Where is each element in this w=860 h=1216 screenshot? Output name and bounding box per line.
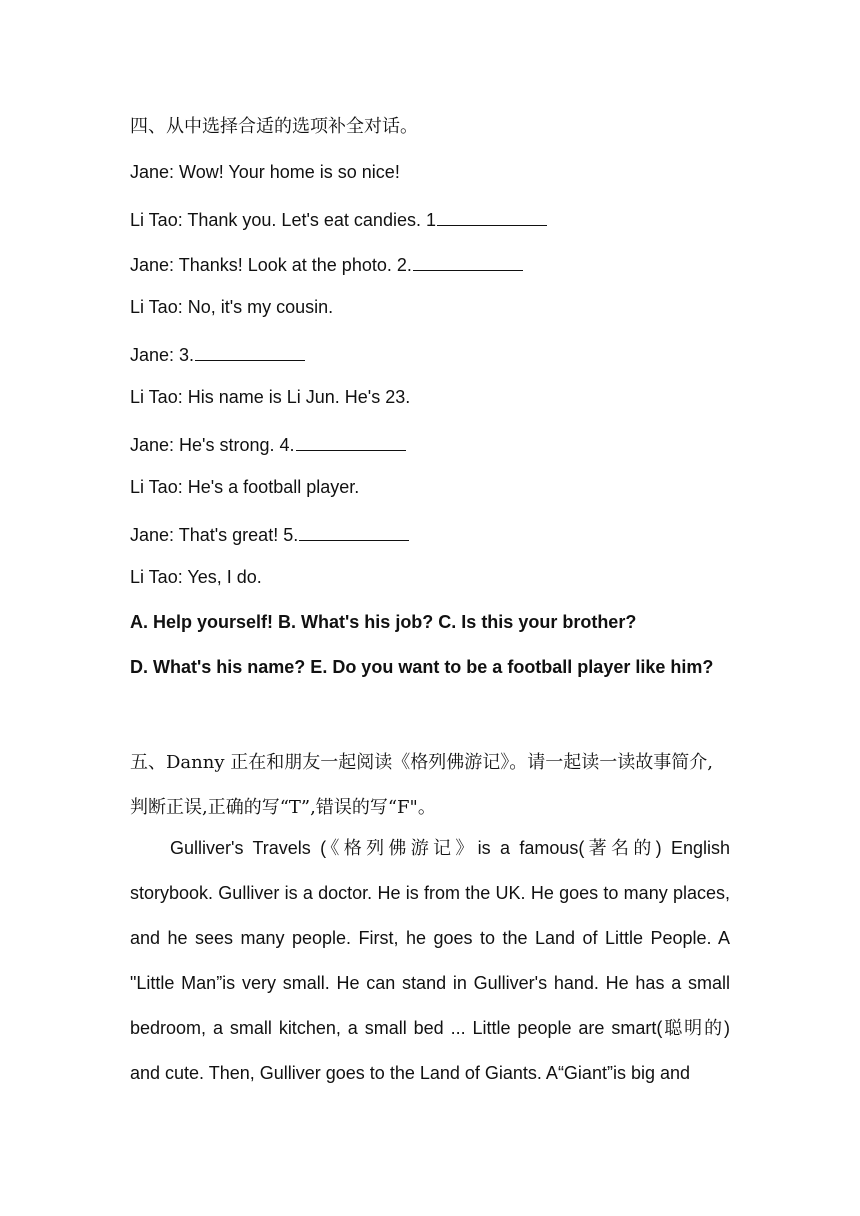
dialogue-text: Li Tao: No, it's my cousin. xyxy=(130,297,334,317)
dialogue-line-4 xyxy=(130,295,740,319)
section-4-title: 四、从中选择合适的选项补全对话。 xyxy=(130,116,418,137)
dialogue-line-3 xyxy=(130,250,740,277)
dialogue-line-8 xyxy=(130,475,740,499)
dialogue-text: Jane: He's strong. 4. xyxy=(130,435,295,455)
dialogue-line-7 xyxy=(130,430,740,457)
dialogue-line-10 xyxy=(130,565,740,589)
answer-blank-1[interactable] xyxy=(437,205,547,226)
dialogue-line-6 xyxy=(130,385,740,409)
options-line-1: A. Help yourself! B. What's his job? C. Is this your brother? xyxy=(130,612,637,632)
answer-blank-5[interactable] xyxy=(299,520,409,541)
section-5-title: 五、Danny 正在和朋友一起阅读《格列佛游记》。请一起读一读故事简介,判断正误,正确的写“T”,错误的写“F"。 xyxy=(130,752,713,818)
dialogue-text: Li Tao: He's a football player. xyxy=(130,477,360,497)
story-passage xyxy=(130,826,730,1096)
dialogue-line-2 xyxy=(130,205,740,232)
dialogue-line-9 xyxy=(130,520,740,547)
dialogue-line-1 xyxy=(130,160,740,184)
dialogue-text: Li Tao: Thank you. Let's eat candies. 1 xyxy=(130,210,436,230)
dialogue-text: Jane: 3. xyxy=(130,345,195,365)
dialogue-text: Jane: That's great! 5. xyxy=(130,525,299,545)
dialogue-line-5 xyxy=(130,340,740,367)
dialogue-text: Jane: Wow! Your home is so nice! xyxy=(130,162,400,182)
answer-blank-4[interactable] xyxy=(296,430,406,451)
dialogue-text: Li Tao: Yes, I do. xyxy=(130,567,262,587)
dialogue-text: Jane: Thanks! Look at the photo. 2. xyxy=(130,255,412,275)
answer-blank-3[interactable] xyxy=(195,340,305,361)
dialogue-text: Li Tao: His name is Li Jun. He's 23. xyxy=(130,387,411,407)
passage-text: Gulliver's Travels (《格列佛游记》is a famous(著名的) English storybook. Gulliver is a doctor. He is from the UK. He goes to many places, and he sees many people. First, he goes to the Land of Little People. A "Little Man”is very small. He can stand in Gulliver's hand. He has a small bedroom, a small kitchen, a small bed ... Little people are smart(聪明的) and cute. Then, Gulliver goes to the Land of Giants. A“Giant”is big and xyxy=(130,838,730,1083)
answer-blank-2[interactable] xyxy=(413,250,523,271)
options-line-2: D. What's his name? E. Do you want to be a football player like him? xyxy=(130,657,714,677)
